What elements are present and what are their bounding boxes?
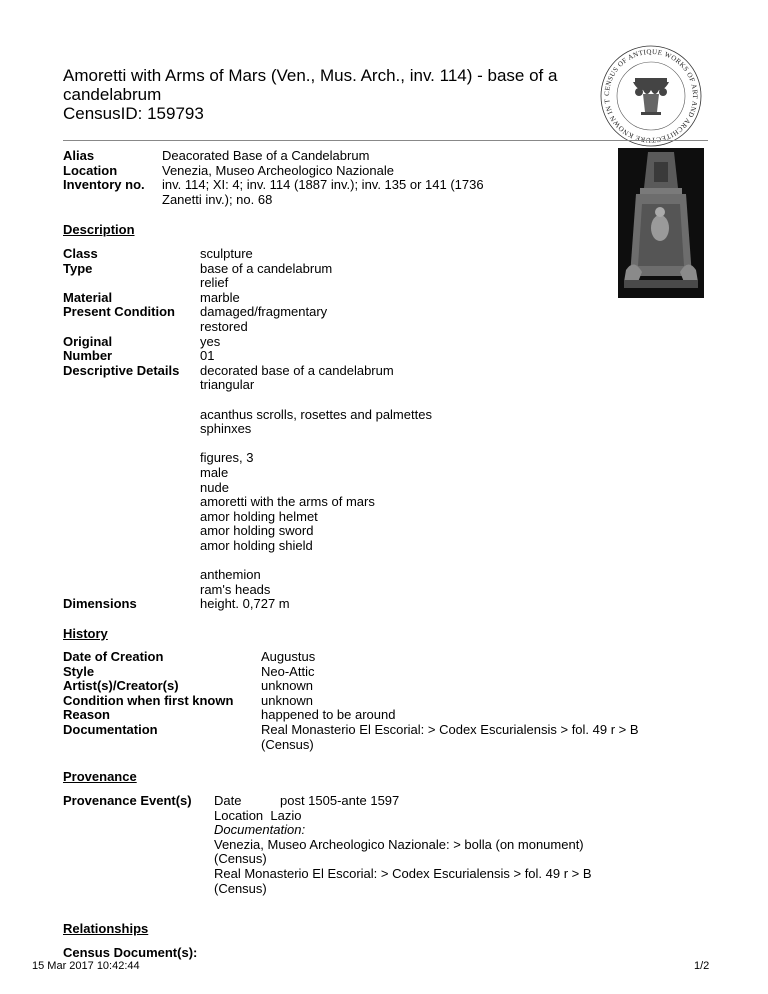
header-fields [63,149,484,207]
location-row [63,164,484,179]
history-block [63,650,639,752]
inventory-label: Inventory no. [63,177,145,193]
location-value [162,164,394,179]
artist-value: unknown [261,678,314,694]
material-label: Material [63,289,113,305]
style-label: Style [63,663,95,679]
census-id: CensusID: 159793 [63,104,204,123]
condition-first-known-label: Condition when first known [63,692,234,708]
details-value: ram's heads [200,581,271,597]
details-value: amor holding sword [200,523,314,539]
details-value: male [200,464,229,480]
original-label: Original [63,333,113,349]
history-row [63,694,639,709]
location-label: Location [63,162,118,178]
provenance-documentation-label: Documentation: [214,822,306,838]
condition-label: Present Condition [63,304,175,320]
details-value: decorated base of a candelabrum [200,362,394,378]
documentation-label: Documentation [63,721,158,737]
description-labels [63,247,200,612]
reason-label: Reason [63,707,110,723]
history-row [63,723,639,752]
candelabrum-base-photo [618,148,704,298]
relationships-heading: Relationships [63,921,149,936]
provenance-block [63,794,592,896]
type-label: Type [63,260,93,276]
details-value: acanthus scrolls, rosettes and palmettes [200,406,432,422]
inventory-row [63,178,484,207]
provenance-doc: (Census) [214,880,267,896]
documentation-value: Real Monasterio El Escorial: > Codex Escurialensis > fol. 49 r > B [261,721,639,737]
type-value: relief [200,275,229,291]
history-row [63,650,639,665]
details-value: triangular [200,377,255,393]
provenance-doc: Venezia, Museo Archeologico Nazionale: > bolla (on monument) [214,836,584,852]
history-row [63,665,639,680]
original-value: yes [200,333,221,349]
details-value: sphinxes [200,421,252,437]
page-number: 1/2 [694,960,710,972]
description-block [63,247,432,612]
alias-value [162,149,369,164]
dimensions-label: Dimensions [63,596,137,612]
details-value: amor holding shield [200,537,313,553]
type-value: base of a candelabrum [200,260,333,276]
details-value: figures, 3 [200,450,254,466]
page-title [63,66,623,123]
style-value: Neo-Attic [261,663,315,679]
date-of-creation-label: Date of Creation [63,649,164,664]
number-value: 01 [200,348,215,364]
alias-row [63,149,484,164]
description-heading: Description [63,222,135,237]
inventory-value [162,178,484,207]
provenance-location: Location Lazio [214,807,302,823]
title-line-2: candelabrum [63,85,162,104]
condition-value: damaged/fragmentary [200,304,328,320]
alias-value-line: Deacorated Base of a Candelabrum [162,148,370,163]
class-value: sculpture [200,246,253,261]
census-documents-label: Census Document(s): [63,945,198,960]
history-row [63,708,639,723]
details-label: Descriptive Details [63,362,180,378]
condition-value: restored [200,318,248,334]
provenance-date: Date post 1505-ante 1597 [214,793,400,808]
details-value: amoretti with the arms of mars [200,494,375,510]
documentation-value: (Census) [261,736,314,752]
alias-label: Alias [63,148,95,163]
details-value: amor holding helmet [200,508,318,524]
details-value: anthemion [200,567,261,583]
number-label: Number [63,348,113,364]
material-value: marble [200,289,240,305]
provenance-events-label: Provenance Event(s) [63,793,192,808]
dimensions-value: height. 0,727 m [200,596,290,612]
history-row [63,679,639,694]
provenance-heading: Provenance [63,769,137,784]
class-label: Class [63,246,98,261]
census-seal-icon [597,42,705,150]
description-values [200,247,432,612]
location-value-line: Venezia, Museo Archeologico Nazionale [162,162,394,178]
history-heading: History [63,626,108,641]
provenance-doc: Real Monasterio El Escorial: > Codex Escurialensis > fol. 49 r > B [214,865,592,881]
condition-first-known-value: unknown [261,692,314,708]
inventory-value-line: Zanetti inv.); no. 68 [162,191,273,207]
inventory-value-line: inv. 114; XI: 4; inv. 114 (1887 inv.); inv. 135 or 141 (1736 [162,177,484,193]
details-value: nude [200,479,229,495]
provenance-doc: (Census) [214,851,267,867]
seal-ring-text: CENSUS OF ANTIQUE WORKS OF ART AND ARCHITECTURE KNOWN IN T [602,47,700,145]
reason-value: happened to be around [261,707,396,723]
date-of-creation-value: Augustus [261,649,316,664]
artist-label: Artist(s)/Creator(s) [63,678,179,694]
header-divider [63,140,708,141]
provenance-event [214,794,592,896]
title-line-1: Amoretti with Arms of Mars (Ven., Mus. Arch., inv. 114) - base of a [63,66,558,85]
footer-timestamp: 15 Mar 2017 10:42:44 [32,960,140,972]
